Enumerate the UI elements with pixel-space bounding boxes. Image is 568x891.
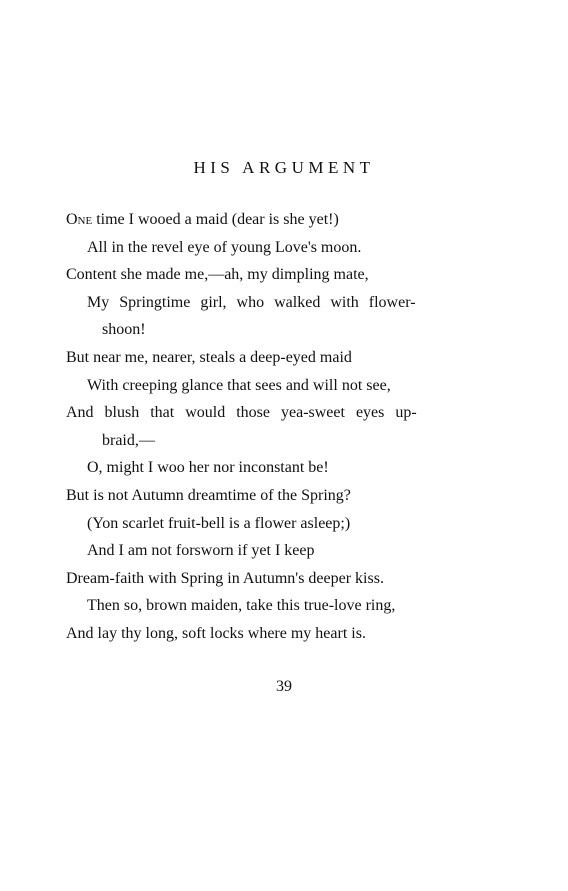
poem-line-7-cont: braid,— [102, 431, 155, 449]
poem-line-9: But is not Autumn dreamtime of the Spring? [66, 486, 351, 504]
page-number: 39 [276, 678, 292, 695]
poem-line-6: With creeping glance that sees and will not see, [87, 376, 391, 394]
poem-line-5: But near me, nearer, steals a deep-eyed maid [66, 348, 352, 366]
poem-line-11: And I am not forsworn if yet I keep [87, 542, 315, 560]
poem-line-1-text: time I wooed a maid (dear is she yet!) [92, 211, 339, 228]
poem-line-12: Dream-faith with Spring in Autumn's deeper kiss. [66, 569, 384, 587]
poem-title: HIS ARGUMENT [193, 158, 375, 177]
poem-line-8: O, might I woo her nor inconstant be! [87, 459, 329, 477]
poem-line-10: (Yon scarlet fruit-bell is a flower asleep;) [87, 514, 351, 532]
poem-line-4 [66, 289, 516, 317]
poem-line-13: Then so, brown maiden, take this true-love ring, [87, 597, 396, 615]
poem-line-7: And blush that would those yea-sweet eyes up- [66, 404, 417, 422]
poem-line-2: All in the revel eye of young Love's moon. [87, 238, 362, 256]
poem-line-4-text: My Springtime girl, who walked with flower- [87, 293, 416, 311]
poem-line-14: And lay thy long, soft locks where my heart is. [66, 624, 366, 642]
poem-line-3: Content she made me,—ah, my dimpling mate, [66, 266, 369, 284]
poem-line-4-cont: shoon! [102, 321, 146, 339]
poem-body [66, 206, 516, 648]
poem-line-1 [66, 206, 516, 234]
poem-first-word: One [66, 211, 93, 228]
